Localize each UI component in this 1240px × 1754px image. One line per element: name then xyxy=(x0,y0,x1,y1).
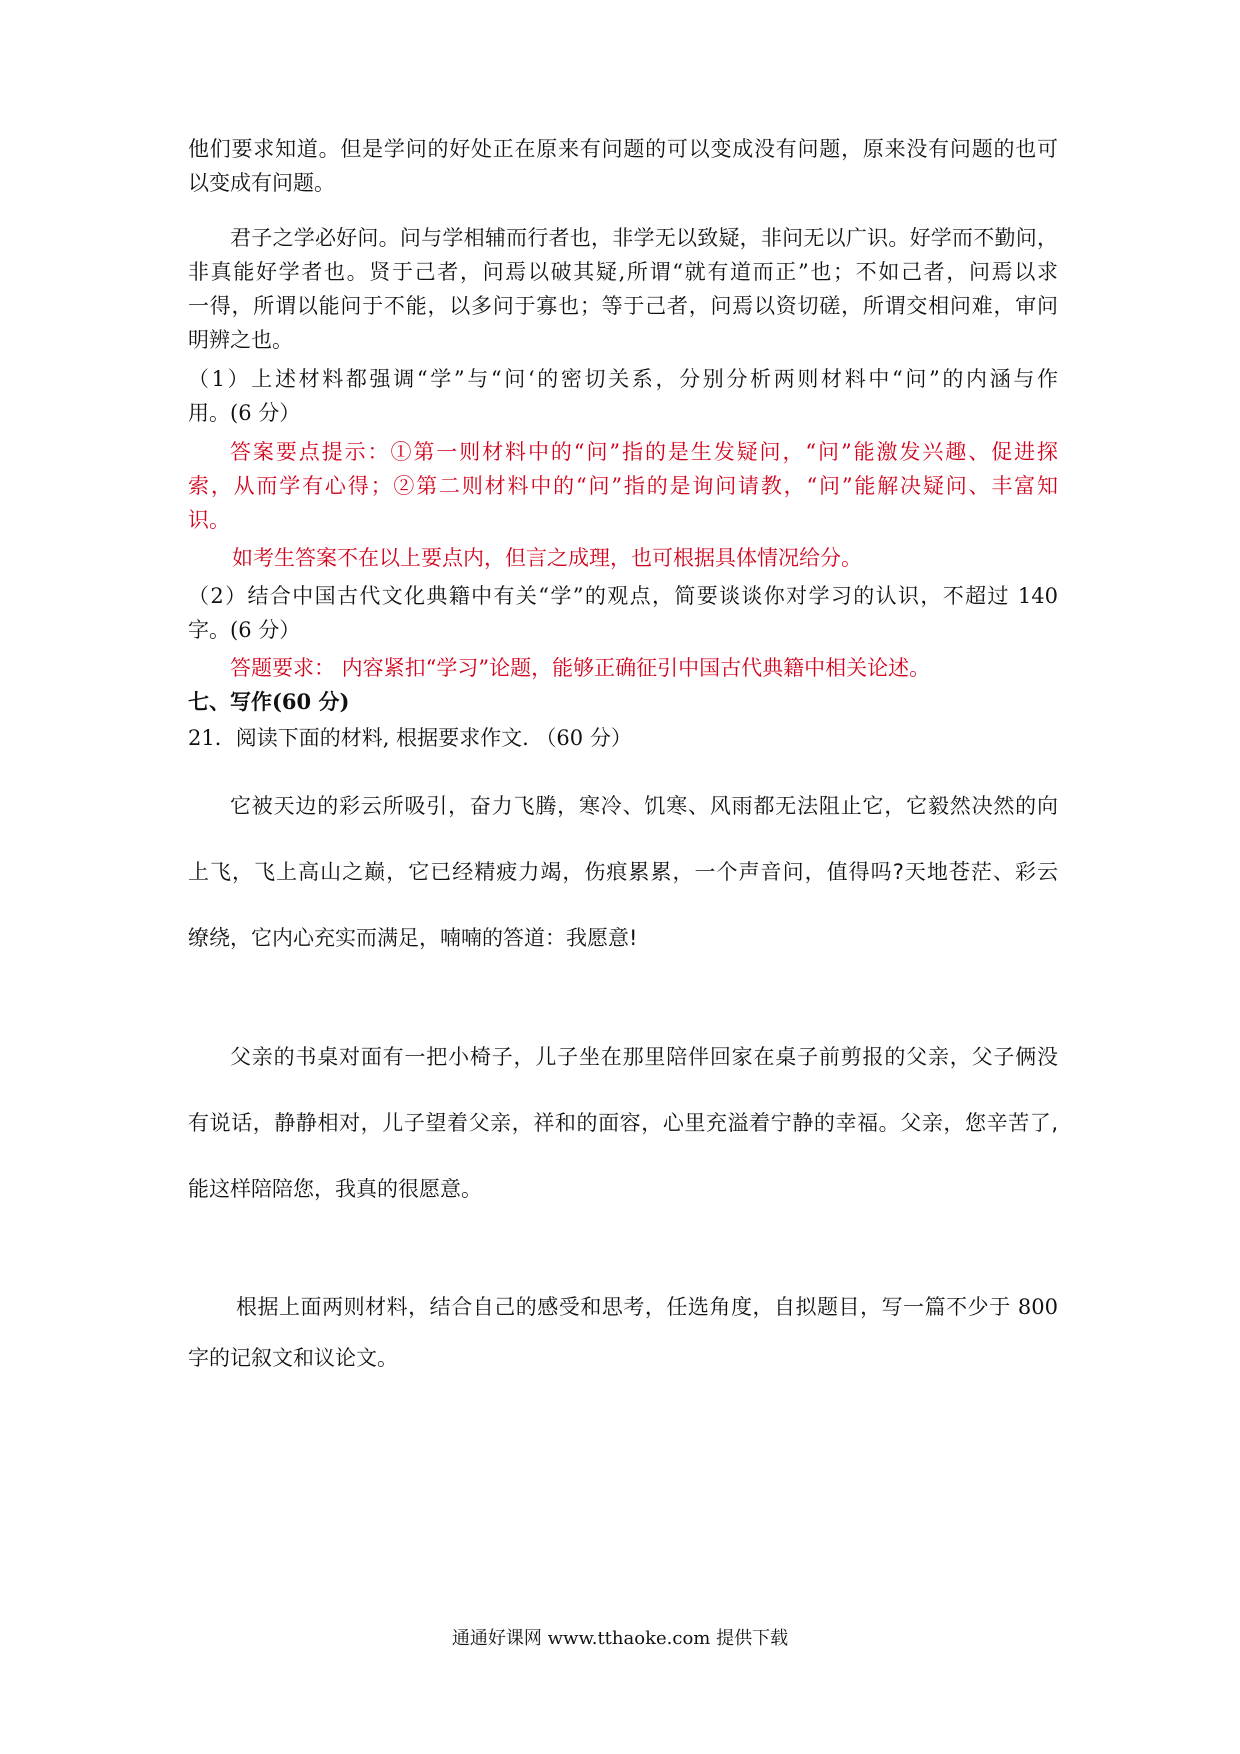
answer-hint-line: 答案要点提示：①第一则材料中的“问”指的是生发疑问，“问”能激发兴趣、促进探 xyxy=(230,440,1058,464)
answer-requirement-line: 答题要求： 内容紧扣“学习”论题，能够正确征引中国古代典籍中相关论述。 xyxy=(230,656,931,680)
question-title: 21．阅读下面的材料, 根据要求作文. （60 分） xyxy=(188,726,632,750)
question-line: （2）结合中国古代文化典籍中有关“学”的观点，简要谈谈你对学习的认识，不超过 140 xyxy=(188,584,1058,608)
section-heading: 七、写作(60 分) xyxy=(188,689,350,714)
material-line: 能这样陪陪您，我真的很愿意。 xyxy=(188,1177,482,1201)
question-line: 字。(6 分） xyxy=(188,618,301,642)
answer-hint-line: 索，从而学有心得；②第二则材料中的“问”指的是询问请教，“问”能解决疑问、丰富知 xyxy=(188,474,1058,498)
instruction-line: 字的记叙文和议论文。 xyxy=(188,1346,398,1370)
paragraph-line: 以变成有问题。 xyxy=(188,171,335,195)
paragraph-line: 君子之学必好问。问与学相辅而行者也，非学无以致疑，非问无以广识。好学而不勤问， xyxy=(230,226,1058,250)
material-line: 缭绕，它内心充实而满足，喃喃的答道：我愿意! xyxy=(188,926,638,950)
paragraph-line: 非真能好学者也。贤于己者，问焉以破其疑,所谓“就有道而正”也；不如己者，问焉以求 xyxy=(188,260,1058,284)
paragraph-line: 他们要求知道。但是学问的好处正在原来有问题的可以变成没有问题，原来没有问题的也可 xyxy=(188,137,1058,161)
paragraph-line: 明辨之也。 xyxy=(188,328,293,352)
material-line: 它被天边的彩云所吸引，奋力飞腾，寒冷、饥寒、风雨都无法阻止它，它毅然决然的向 xyxy=(230,794,1058,818)
answer-hint-line: 识。 xyxy=(188,508,230,532)
page-footer: 通通好课网 www.tthaoke.com 提供下载 xyxy=(451,1628,789,1649)
instruction-line: 根据上面两则材料，结合自己的感受和思考，任选角度，自拟题目，写一篇不少于 800 xyxy=(236,1295,1058,1319)
material-line: 有说话，静静相对，儿子望着父亲，祥和的面容，心里充溢着宁静的幸福。父亲，您辛苦了, xyxy=(188,1111,1058,1135)
question-line: 用。(6 分） xyxy=(188,401,301,425)
material-line: 父亲的书桌对面有一把小椅子，儿子坐在那里陪伴回家在桌子前剪报的父亲，父子俩没 xyxy=(230,1045,1058,1069)
question-line: （1）上述材料都强调“学”与“问‘的密切关系，分别分析两则材料中“问”的内涵与作 xyxy=(188,367,1058,391)
material-line: 上飞，飞上高山之巅，它已经精疲力竭，伤痕累累，一个声音问，值得吗?天地苍茫、彩云 xyxy=(188,860,1058,884)
answer-hint-line: 如考生答案不在以上要点内，但言之成理，也可根据具体情况给分。 xyxy=(232,546,862,570)
paragraph-line: 一得，所谓以能问于不能，以多问于寡也；等于己者，问焉以资切磋，所谓交相问难，审问 xyxy=(188,294,1058,318)
